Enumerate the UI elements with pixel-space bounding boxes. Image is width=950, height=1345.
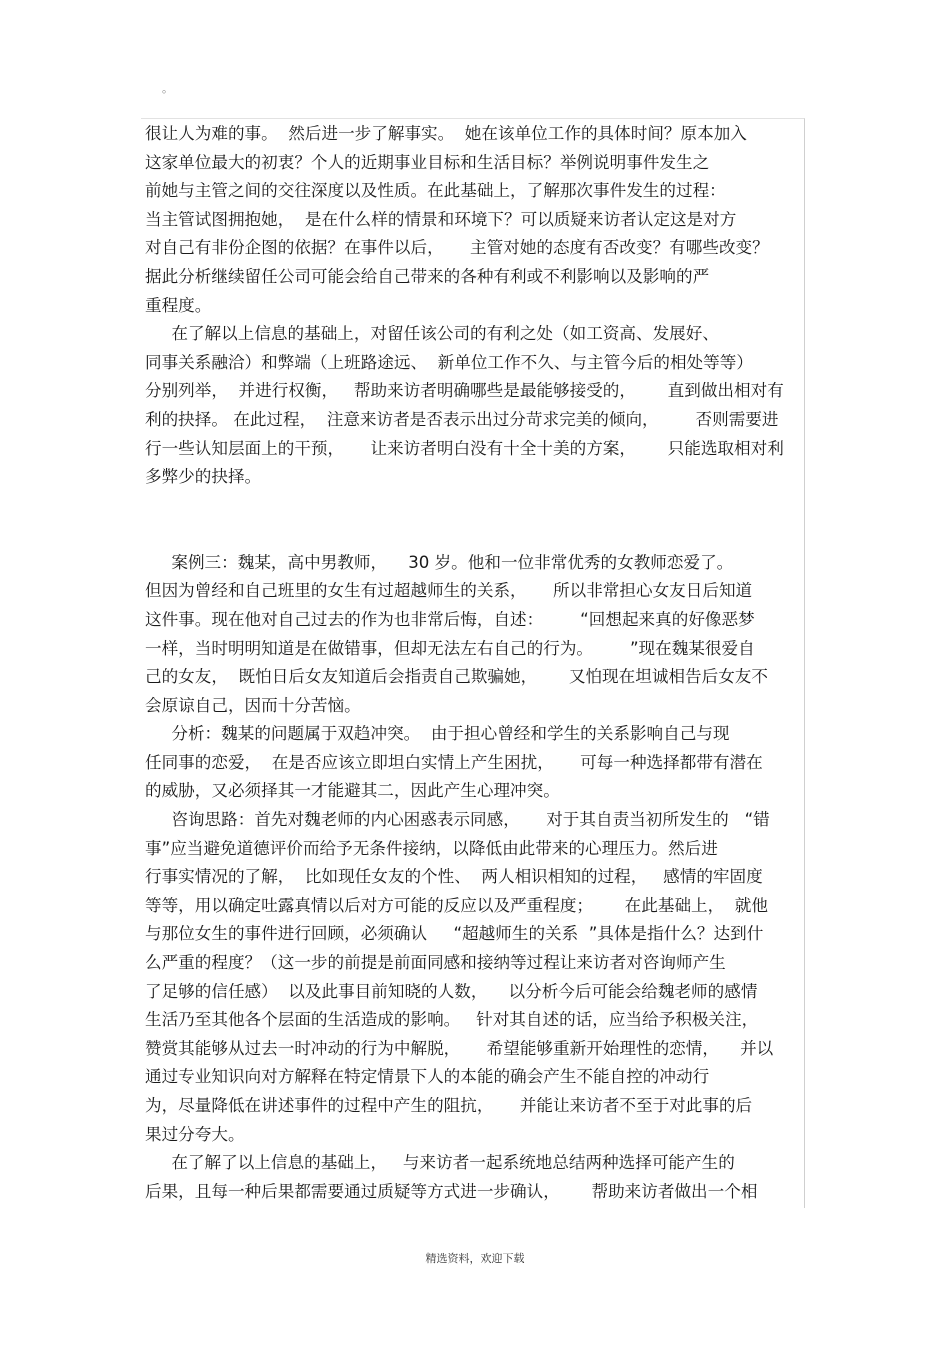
text-line: 与那位女生的事件进行回顾，必须确认 “超越师生的关系 ”具体是指什么？达到什 [145, 924, 764, 944]
text-line: 后果，且每一种后果都需要通过质疑等方式进一步确认， 帮助来访者做出一个相 [145, 1181, 758, 1201]
text-line: 很让人为难的事。 然后进一步了解事实。 她在该单位工作的具体时间？原本加入 [145, 124, 747, 143]
text-line: 据此分析继续留任公司可能会给自己带来的各种有利或不利影响以及影响的严 [145, 266, 710, 286]
text-line: 在了解了以上信息的基础上， 与来访者一起系统地总结两种选择可能产生的 [145, 1153, 735, 1173]
text-line: 了足够的信任感） 以及此事目前知晓的人数， 以分析今后可能会给魏老师的感情 [145, 981, 758, 1001]
text-line: 果过分夸大。 [145, 1124, 245, 1144]
text-line: 么严重的程度？（这一步的前提是前面同感和接纳等过程让来访者对咨询师产生 [145, 953, 726, 973]
text-line: 分析：魏某的问题属于双趋冲突。 由于担心曾经和学生的关系影响自己与现 [145, 724, 730, 744]
text-line: 咨询思路：首先对魏老师的内心困惑表示同感， 对于其自责当初所发生的 “错 [145, 810, 770, 830]
text-line: 通过专业知识向对方解释在特定情景下人的本能的确会产生不能自控的冲动行 [145, 1067, 710, 1087]
text-line: 同事关系融洽）和弊端（上班路途远、 新单位工作不久、与主管今后的相处等等） [145, 352, 753, 372]
text-line: 会原谅自己，因而十分苦恼。 [145, 695, 361, 715]
text-line: 行事实情况的了解， 比如现任女友的个性、 两人相识相知的过程， 感情的牢固度 [145, 867, 763, 887]
text-line: 对自己有非份企图的依据？在事件以后， 主管对她的态度有否改变？有哪些改变？ [145, 238, 769, 258]
section-case-three [145, 549, 807, 1207]
text-line: 为，尽量降低在讲述事件的过程中产生的阻抗， 并能让来访者不至于对此事的后 [145, 1096, 753, 1115]
top-mark: 。 [162, 82, 173, 95]
document-body [145, 120, 807, 1206]
text-line: 利的抉择。 在此过程， 注意来访者是否表示出过分苛求完美的倾向， 否则需要进 [145, 409, 779, 429]
text-line: 在了解以上信息的基础上，对留任该公司的有利之处（如工资高、发展好、 [145, 324, 719, 344]
text-line: 但因为曾经和自己班里的女生有过超越师生的关系， 所以非常担心女友日后知道 [145, 581, 753, 601]
text-line: 任同事的恋爱， 在是否应该立即坦白实情上产生困扰， 可每一种选择都带有潜在 [145, 752, 763, 772]
section-case-two-conclusion [145, 120, 807, 492]
text-line: 分别列举， 并进行权衡， 帮助来访者明确哪些是最能够接受的， 直到做出相对有 [145, 381, 784, 401]
text-line: 这件事。现在他对自己过去的作为也非常后悔，自述： “回想起来真的好像恶梦 [145, 609, 755, 629]
text-line: 一样，当时明明知道是在做错事，但却无法左右自己的行为。 ”现在魏某很爱自 [145, 638, 755, 658]
text-line: 事”应当避免道德评价而给予无条件接纳，以降低由此带来的心理压力。然后进 [145, 838, 718, 858]
text-line: 等等，用以确定吐露真情以后对方可能的反应以及严重程度； 在此基础上， 就他 [145, 895, 768, 915]
text-line: 行一些认知层面上的干预， 让来访者明白没有十全十美的方案， 只能选取相对利 [145, 438, 784, 458]
text-line: 这家单位最大的初衷？个人的近期事业目标和生活目标？举例说明事件发生之 [145, 152, 710, 172]
text-line: 己的女友， 既怕日后女友知道后会指责自己欺骗她， 又怕现在坦诚相告后女友不 [145, 667, 768, 687]
paragraph-gap [145, 492, 807, 549]
text-line: 前她与主管之间的交往深度以及性质。在此基础上，了解那次事件发生的过程： [145, 181, 726, 201]
text-line: 重程度。 [145, 295, 212, 315]
page-footer: 精选资料，欢迎下载 [425, 1252, 525, 1265]
text-line: 赞赏其能够从过去一时冲动的行为中解脱， 希望能够重新开始理性的恋情， 并以 [145, 1038, 774, 1058]
text-line: 生活乃至其他各个层面的生活造成的影响。 针对其自述的话，应当给予积极关注， [145, 1010, 759, 1030]
text-line: 多弊少的抉择。 [145, 467, 262, 487]
text-line: 案例三：魏某，高中男教师， 30 岁。他和一位非常优秀的女教师恋爱了。 [145, 552, 734, 572]
text-line: 的威胁，又必须择其一才能避其二，因此产生心理冲突。 [145, 781, 560, 801]
text-line: 当主管试图拥抱她， 是在什么样的情景和环境下？可以质疑来访者认定这是对方 [145, 209, 737, 229]
